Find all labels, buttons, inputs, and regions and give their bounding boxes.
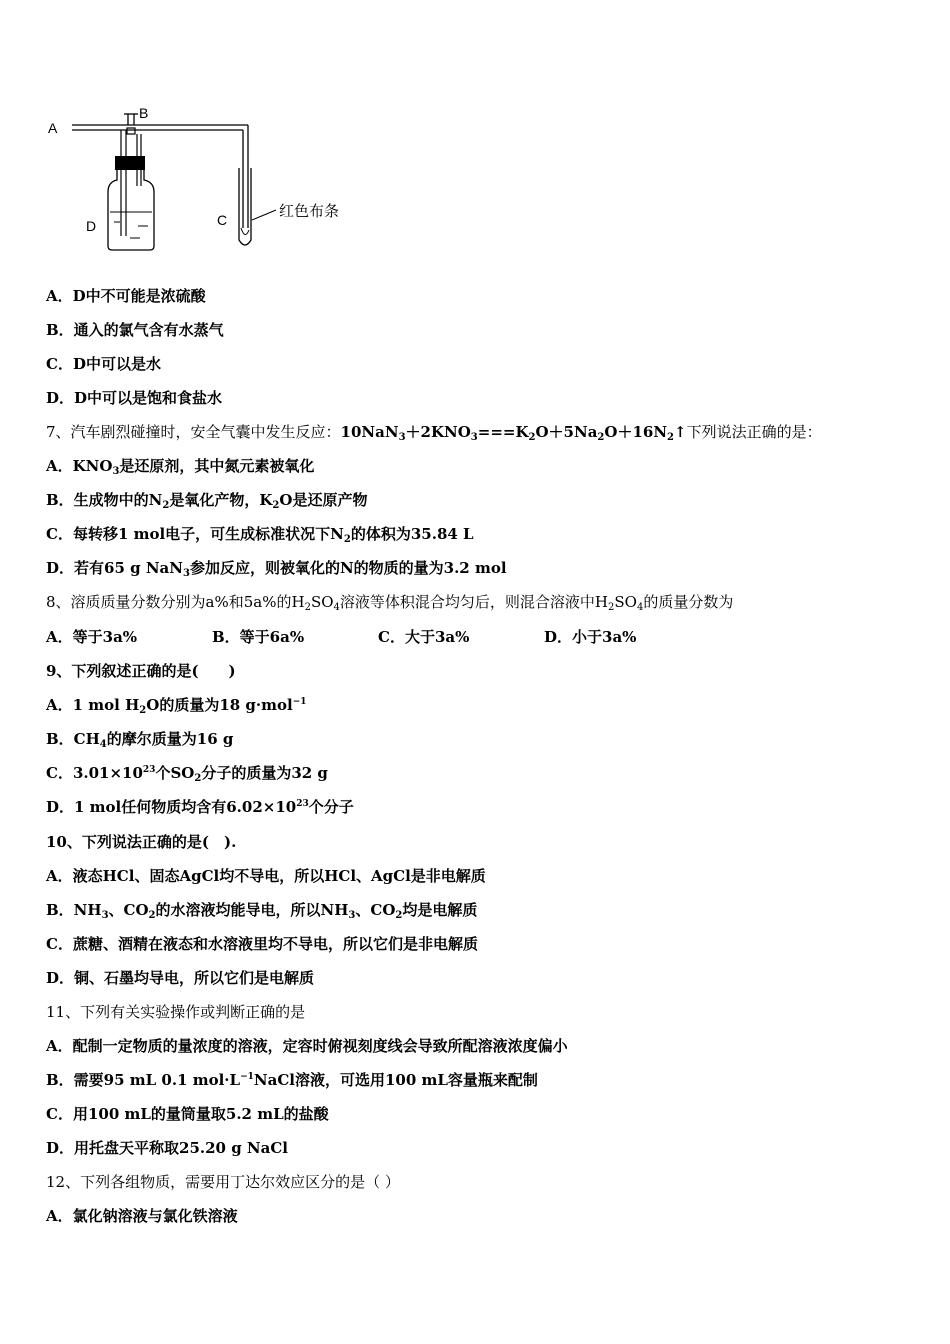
q7-option-b: B．生成物中的$N_2$是氧化产物，$K_2O$是还原产物 — [46, 491, 368, 511]
q8-option-b: B．等于6a% — [212, 628, 305, 646]
q7-stem-suffix: 下列说法正确的是： — [686, 423, 822, 441]
q11-option-d: D．用托盘天平称取25.20 g NaCl — [46, 1139, 288, 1157]
q10-option-a: A．液态HCl、固态AgCl均不导电，所以HCl、AgCl是非电解质 — [46, 867, 486, 885]
q10-option-d: D．铜、石墨均导电，所以它们是电解质 — [46, 969, 315, 987]
q6-option-b: B．通入的氯气含有水蒸气 — [46, 321, 224, 339]
q9-option-c: C．$3.01\times 10^{23}$个$SO_2$分子的质量为32 g — [46, 764, 328, 784]
q11-stem: 11、下列有关实验操作或判断正确的是 — [46, 1003, 306, 1021]
q10-option-c: C．蔗糖、酒精在液态和水溶液里均不导电，所以它们是非电解质 — [46, 935, 478, 953]
q8-option-c: C．大于3a% — [378, 628, 470, 646]
q8-option-d: D．小于3a% — [544, 628, 637, 646]
q6-option-a: A．D中不可能是浓硫酸 — [46, 287, 206, 305]
q6-option-d: D．D中可以是饱和食盐水 — [46, 389, 223, 407]
q7-option-d: D．若有65 g NaN$_3$参加反应，则被氧化的N的物质的量为3.2 mol — [46, 559, 507, 579]
q8-stem: 8、溶质质量分数分别为a%和5a%的$H_2SO_4$溶液等体积混合均匀后，则混合溶液中$H_2SO_4$的质量分数为 — [46, 593, 734, 613]
q12-stem: 12、下列各组物质，需要用丁达尔效应区分的是（ ） — [46, 1173, 400, 1191]
q9-stem: 9、下列叙述正确的是( ) — [46, 662, 236, 680]
q7-equation: $10NaN_3+2KNO_3===K_2O+5Na_2O+16N_2↑$ — [340, 423, 687, 443]
q7-option-c: C．每转移1 mol电子，可生成标准状况下$N_2$的体积为35.84 L — [46, 525, 474, 545]
q9-option-d: D．1 mol任何物质均含有$6.02\times 10^{23}$个分子 — [46, 798, 354, 816]
q10-stem: 10、下列说法正确的是( ). — [46, 833, 237, 851]
label-d: D — [86, 218, 97, 234]
q8-options — [46, 627, 636, 647]
label-b: B — [139, 105, 149, 121]
q7-stem — [46, 422, 822, 442]
q7-option-a: A．$KNO_3$是还原剂，其中氮元素被氧化 — [46, 457, 315, 477]
q8-option-a: A．等于3a% — [46, 628, 138, 646]
q9-option-a: A．1 mol $H_2O$的质量为18 g·mol$^{-1}$ — [46, 696, 307, 716]
label-red-cloth: 红色布条 — [279, 202, 340, 220]
label-c: C — [217, 212, 228, 228]
q7-stem-prefix: 7、汽车剧烈碰撞时，安全气囊中发生反应： — [46, 423, 341, 441]
q11-option-b: B．需要95 mL 0.1 $mol\cdot L^{-1}NaCl$溶液，可选用100 mL容量瓶来配制 — [46, 1071, 538, 1089]
q6-option-c: C．D中可以是水 — [46, 355, 161, 373]
q12-option-a: A．氯化钠溶液与氯化铁溶液 — [46, 1207, 238, 1225]
q11-option-a: A．配制一定物质的量浓度的溶液，定容时俯视刻度线会导致所配溶液浓度偏小 — [46, 1037, 568, 1055]
q10-option-b: B．$NH_3$、$CO_2$的水溶液均能导电，所以$NH_3$、$CO_2$均是电解质 — [46, 901, 478, 921]
apparatus-diagram — [42, 100, 362, 260]
label-a: A — [48, 120, 58, 136]
apparatus-figure — [42, 100, 362, 260]
q11-option-c: C．用100 mL的量筒量取5.2 mL的盐酸 — [46, 1105, 329, 1123]
q9-option-b: B．$CH_4$的摩尔质量为16 g — [46, 730, 234, 750]
